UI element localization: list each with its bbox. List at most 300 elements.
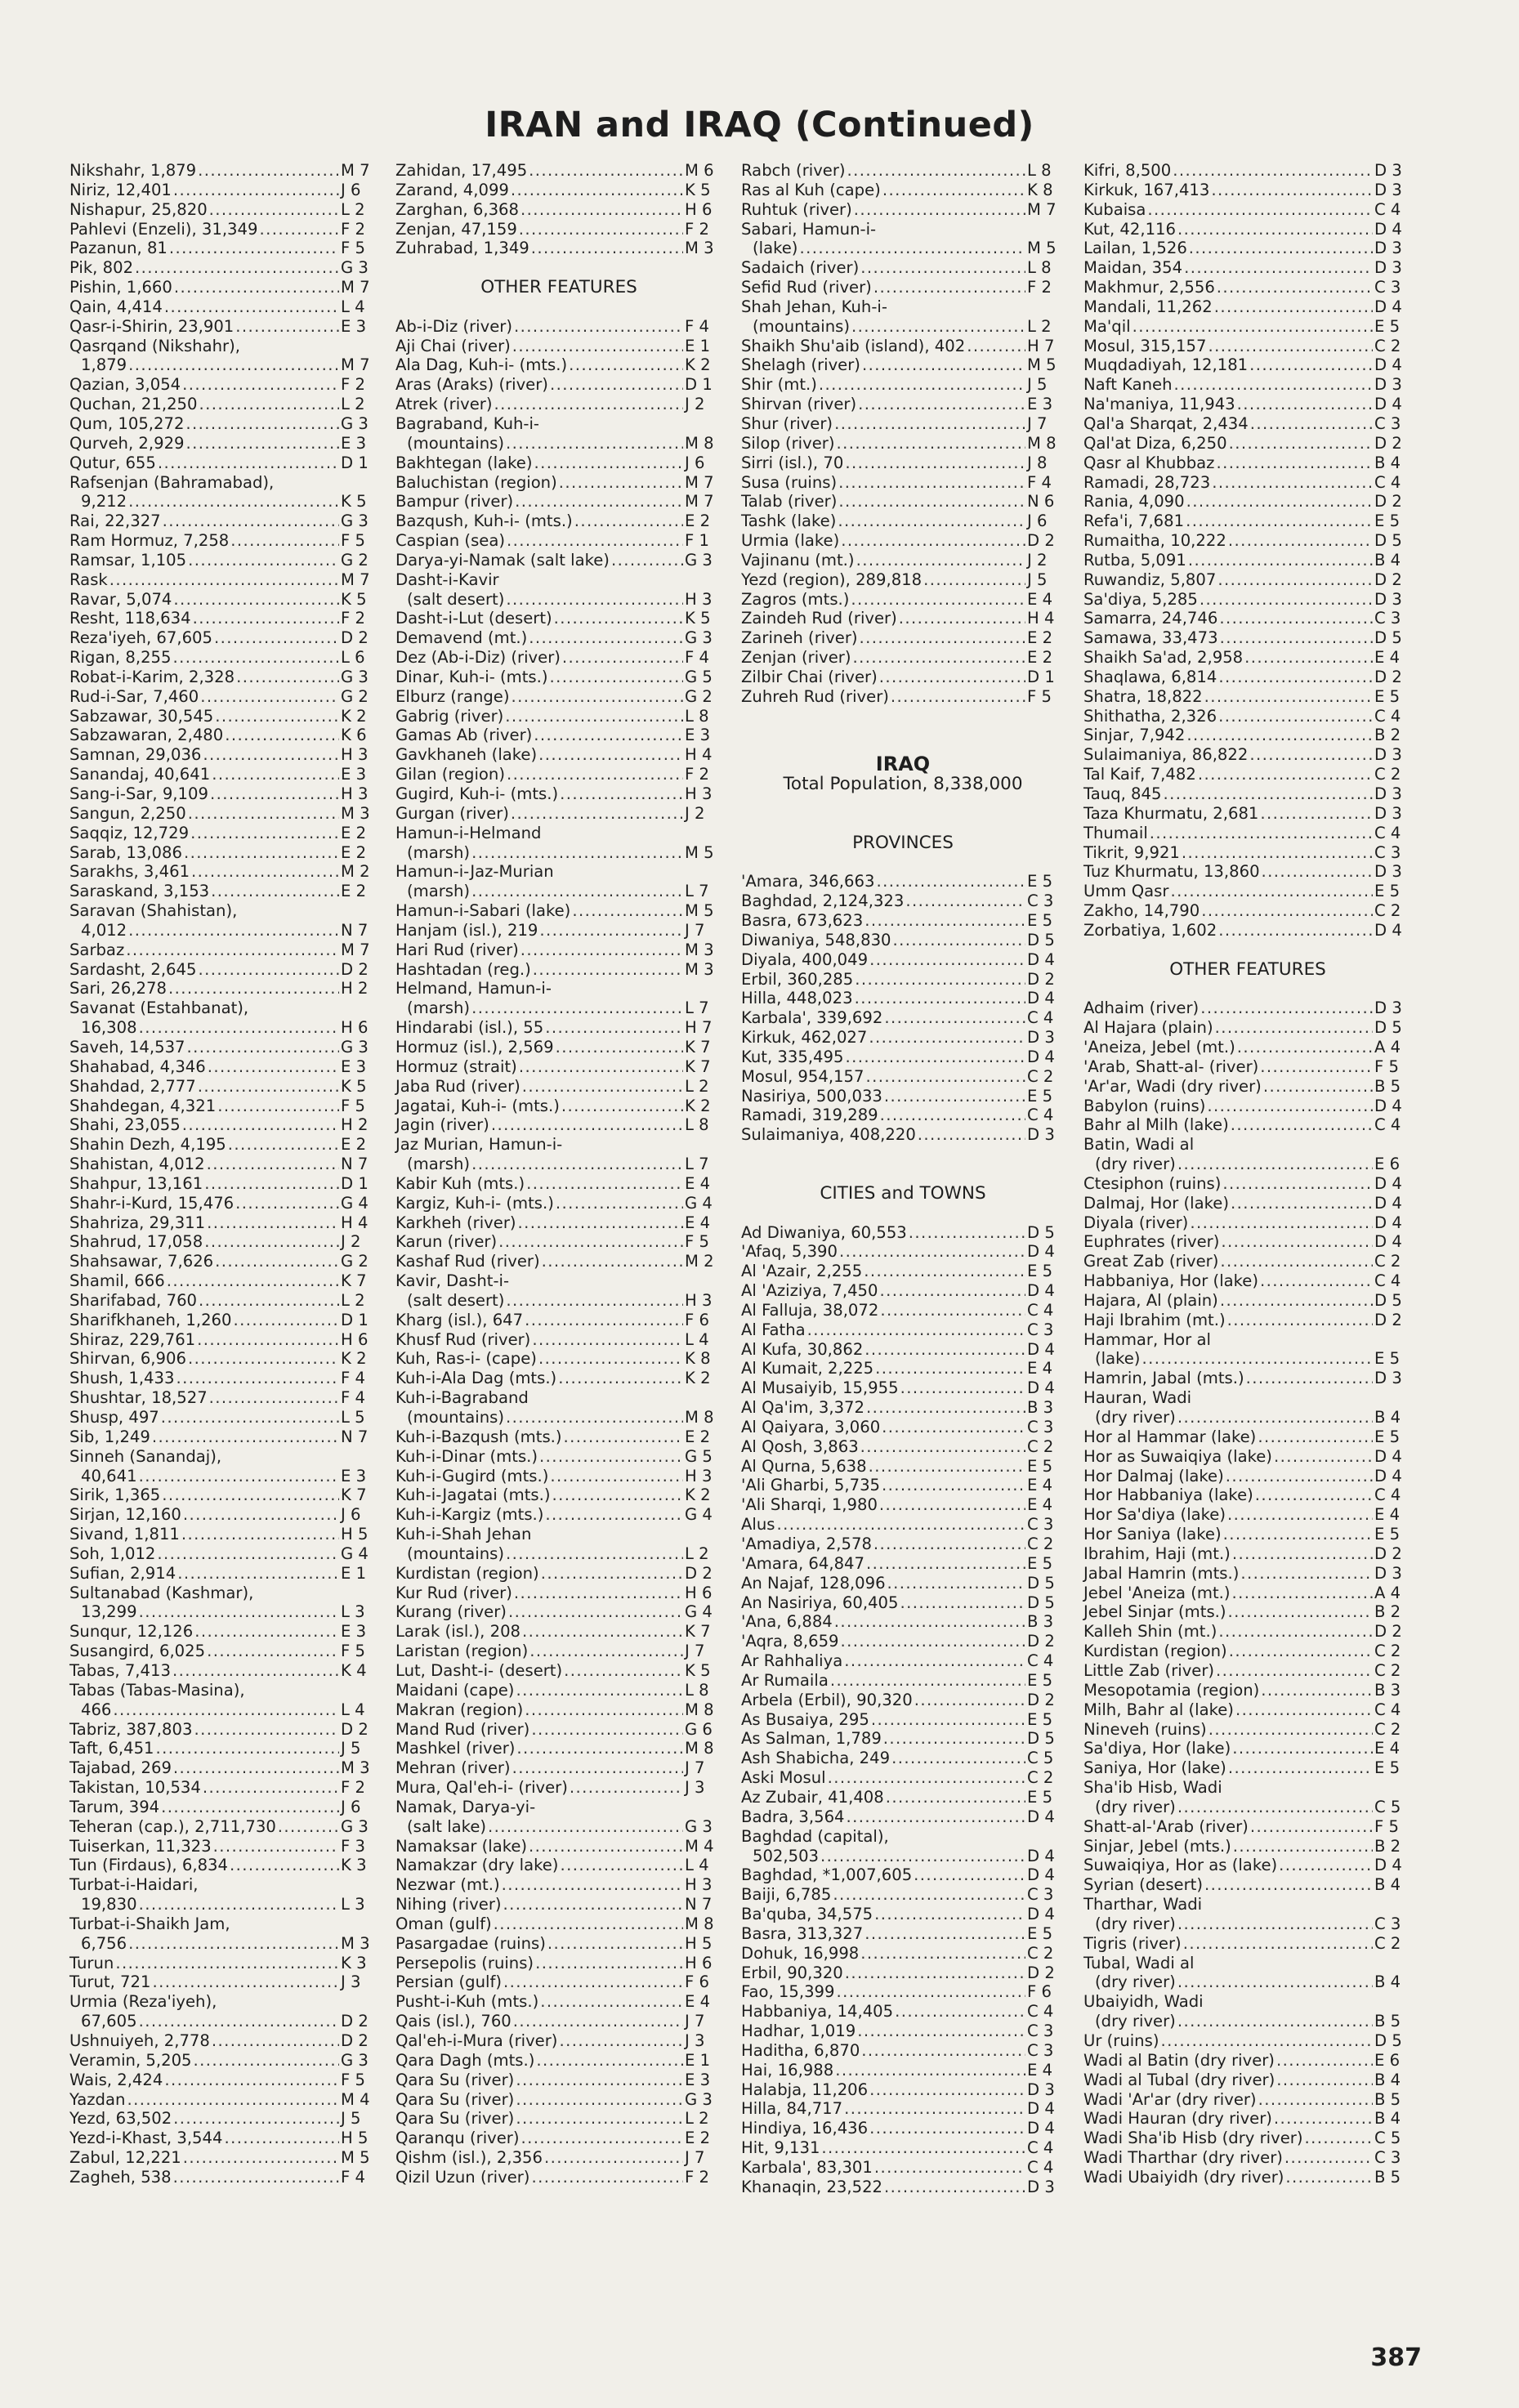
entry-name: Diwaniya, 548,830 bbox=[741, 930, 891, 949]
entry-name: Milh, Bahr al (lake) bbox=[1083, 1700, 1234, 1719]
leader-dots bbox=[471, 843, 683, 863]
grid-key: D 4 bbox=[1374, 1856, 1402, 1875]
grid-key: G 4 bbox=[685, 1602, 713, 1622]
grid-key: D 2 bbox=[1027, 1690, 1055, 1709]
leader-dots bbox=[139, 2012, 339, 2031]
entry-name: Maidan, 354 bbox=[1083, 258, 1183, 278]
grid-key: C 3 bbox=[1374, 842, 1401, 862]
entry-name: Ur (ruins) bbox=[1083, 2031, 1159, 2050]
index-entry bbox=[69, 531, 378, 551]
leader-dots bbox=[550, 668, 684, 687]
grid-key: G 3 bbox=[341, 258, 369, 278]
leader-dots bbox=[545, 1505, 683, 1525]
entry-name: Makhmur, 2,556 bbox=[1083, 278, 1215, 297]
leader-dots bbox=[471, 998, 683, 1018]
index-entry bbox=[69, 1408, 378, 1427]
grid-key: D 4 bbox=[1027, 1047, 1055, 1066]
leader-dots bbox=[1237, 1038, 1373, 1057]
leader-dots bbox=[529, 1642, 683, 1661]
index-entry bbox=[1083, 687, 1412, 707]
page-number: 387 bbox=[1370, 2343, 1422, 2372]
entry-name: Qizil Uzun (river) bbox=[395, 2167, 530, 2187]
leader-dots bbox=[569, 355, 683, 375]
entry-name: Rutba, 5,091 bbox=[1083, 550, 1186, 570]
entry-name: Tajabad, 269 bbox=[69, 1758, 172, 1778]
leader-dots bbox=[204, 1232, 339, 1252]
grid-key: L 4 bbox=[685, 1329, 709, 1349]
grid-key: E 2 bbox=[341, 842, 367, 862]
index-entry bbox=[1083, 258, 1412, 278]
index-entry bbox=[741, 1008, 1065, 1028]
leader-dots bbox=[1186, 492, 1373, 512]
index-entry bbox=[741, 1554, 1065, 1574]
grid-key: D 2 bbox=[1374, 492, 1402, 512]
grid-key: F 5 bbox=[1374, 1816, 1399, 1836]
grid-key: D 4 bbox=[1027, 949, 1055, 969]
entry-name: Al 'Aziziya, 7,450 bbox=[741, 1281, 878, 1301]
grid-key: B 5 bbox=[1374, 2167, 1401, 2187]
index-entry bbox=[741, 1476, 1065, 1495]
grid-key: J 5 bbox=[341, 2109, 361, 2129]
leader-dots bbox=[494, 395, 684, 414]
leader-dots bbox=[197, 1330, 339, 1350]
grid-key: D 3 bbox=[1374, 1369, 1402, 1388]
grid-key: L 4 bbox=[685, 1856, 709, 1875]
grid-key: L 2 bbox=[685, 2109, 709, 2129]
index-entry-name: Hammar, Hor al bbox=[1083, 1329, 1211, 1349]
entry-name: Shush, 1,433 bbox=[69, 1369, 175, 1388]
index-entry bbox=[1083, 862, 1412, 882]
grid-key: D 2 bbox=[1027, 1963, 1055, 1982]
leader-dots bbox=[161, 1798, 339, 1817]
grid-key: D 2 bbox=[685, 1563, 713, 1583]
entry-name: An Najaf, 128,096 bbox=[741, 1573, 886, 1593]
grid-key: E 5 bbox=[1027, 1923, 1053, 1943]
index-entry bbox=[395, 1700, 722, 1720]
index-entry bbox=[69, 1213, 378, 1233]
leader-dots bbox=[128, 492, 339, 512]
grid-key: D 4 bbox=[1027, 1281, 1055, 1301]
leader-dots bbox=[203, 745, 339, 765]
entry-name: Hindarabi (isl.), 55 bbox=[395, 1018, 544, 1038]
index-entry bbox=[395, 1992, 722, 2012]
grid-key: M 2 bbox=[341, 862, 370, 882]
entry-name: Gamas Ab (river) bbox=[395, 726, 533, 745]
leader-dots bbox=[224, 2129, 339, 2148]
index-entry bbox=[395, 687, 722, 707]
leader-dots bbox=[235, 317, 339, 337]
grid-key: D 2 bbox=[341, 628, 369, 648]
entry-name: Habbaniya, Hor (lake) bbox=[1083, 1271, 1258, 1291]
grid-key: E 5 bbox=[1374, 686, 1401, 706]
leader-dots bbox=[512, 1758, 683, 1778]
entry-name: Al Qurna, 5,638 bbox=[741, 1456, 867, 1476]
index-entry bbox=[1083, 1661, 1412, 1681]
index-entry bbox=[69, 1038, 378, 1057]
index-entry bbox=[1083, 1369, 1412, 1388]
grid-key: G 5 bbox=[685, 667, 713, 686]
index-entry bbox=[741, 2119, 1065, 2138]
entry-name: Sufian, 2,914 bbox=[69, 1563, 176, 1583]
entry-name: Al Musaiyib, 15,955 bbox=[741, 1378, 899, 1398]
entry-name: Dinar, Kuh-i- (mts.) bbox=[395, 667, 548, 686]
entry-name: Ramadi, 28,723 bbox=[1083, 472, 1211, 492]
index-entry-name: Batin, Wadi al bbox=[1083, 1135, 1195, 1155]
index-entry bbox=[69, 278, 378, 297]
leader-dots bbox=[471, 1155, 683, 1174]
index-entry bbox=[395, 551, 722, 570]
leader-dots bbox=[128, 921, 339, 940]
entry-name: Shir (mt.) bbox=[741, 375, 817, 395]
leader-dots bbox=[838, 473, 1025, 493]
entry-name: Kuh, Ras-i- (cape) bbox=[395, 1349, 537, 1369]
index-entry bbox=[69, 1155, 378, 1174]
entry-name: Shirvan (river) bbox=[741, 395, 857, 414]
entry-name: Ctesiphon (ruins) bbox=[1083, 1173, 1222, 1193]
leader-dots bbox=[512, 337, 683, 356]
leader-dots bbox=[550, 375, 683, 395]
leader-dots bbox=[1276, 2051, 1373, 2071]
leader-dots bbox=[1228, 1602, 1373, 1622]
entry-name: Sabzawar, 30,545 bbox=[69, 706, 214, 726]
leader-dots bbox=[879, 668, 1025, 687]
index-entry bbox=[1083, 1875, 1412, 1895]
index-entry bbox=[69, 1622, 378, 1642]
entry-name: Sirjan, 12,160 bbox=[69, 1505, 181, 1525]
index-entry bbox=[1083, 1232, 1412, 1252]
entry-name: Hadhar, 1,019 bbox=[741, 2022, 856, 2041]
leader-dots bbox=[905, 891, 1025, 911]
entry-name: Hamun-i-Sabari (lake) bbox=[395, 901, 571, 921]
index-entry bbox=[69, 1895, 378, 1914]
leader-dots bbox=[1226, 1467, 1373, 1486]
index-entry bbox=[741, 1574, 1065, 1593]
grid-key: K 7 bbox=[341, 1485, 367, 1505]
index-entry bbox=[1083, 1817, 1412, 1837]
index-entry bbox=[741, 1651, 1065, 1671]
leader-dots bbox=[208, 1057, 339, 1077]
index-entry bbox=[395, 1311, 722, 1330]
entry-name: Saniya, Hor (lake) bbox=[1083, 1758, 1226, 1778]
entry-name: Zorbatiya, 1,602 bbox=[1083, 920, 1217, 940]
entry-name: Sivand, 1,811 bbox=[69, 1525, 180, 1544]
index-entry bbox=[69, 375, 378, 395]
index-entry bbox=[395, 590, 722, 610]
entry-name: Hor Dalmaj (lake) bbox=[1083, 1466, 1224, 1485]
index-entry bbox=[69, 395, 378, 414]
grid-key: L 5 bbox=[341, 1408, 365, 1427]
index-entry bbox=[741, 161, 1065, 181]
leader-dots bbox=[207, 1642, 339, 1661]
entry-name: Sadaich (river) bbox=[741, 258, 860, 278]
grid-key: B 4 bbox=[1374, 1875, 1401, 1895]
index-entry-name: Sinneh (Sanandaj), bbox=[69, 1446, 222, 1466]
leader-dots bbox=[864, 1340, 1025, 1360]
grid-key: J 6 bbox=[341, 1505, 361, 1525]
index-entry bbox=[741, 1301, 1065, 1320]
index-entry bbox=[69, 1427, 378, 1447]
index-entry-name: Tubal, Wadi al bbox=[1083, 1953, 1195, 1972]
entry-name: Karun (river) bbox=[395, 1232, 498, 1252]
entry-name: As Busaiya, 295 bbox=[741, 1709, 869, 1729]
entry-name: Kirkuk, 167,413 bbox=[1083, 180, 1210, 199]
leader-dots bbox=[511, 181, 683, 200]
index-entry bbox=[741, 1418, 1065, 1437]
grid-key: G 5 bbox=[685, 1446, 713, 1466]
grid-key: H 6 bbox=[685, 1953, 713, 1972]
leader-dots bbox=[200, 687, 339, 707]
entry-name: Wadi al Batin (dry river) bbox=[1083, 2050, 1275, 2070]
index-entry bbox=[1083, 2071, 1412, 2090]
index-entry bbox=[395, 1875, 722, 1895]
leader-dots bbox=[1217, 570, 1373, 590]
leader-dots bbox=[139, 1467, 339, 1486]
grid-key: K 7 bbox=[685, 1622, 711, 1642]
leader-dots bbox=[194, 1720, 339, 1740]
index-entry bbox=[395, 1758, 722, 1778]
index-entry-name: Namak, Darya-yi- bbox=[395, 1797, 536, 1816]
index-entry bbox=[1083, 453, 1412, 473]
leader-dots bbox=[1212, 473, 1373, 493]
entry-name: Ravar, 5,074 bbox=[69, 589, 172, 609]
index-entry bbox=[69, 1700, 378, 1720]
entry-name: Ruwandiz, 5,807 bbox=[1083, 570, 1217, 589]
index-entry bbox=[69, 2071, 378, 2090]
leader-dots bbox=[1211, 181, 1373, 200]
entry-name: Shahriza, 29,311 bbox=[69, 1213, 206, 1232]
grid-key: F 5 bbox=[341, 531, 365, 551]
index-entry bbox=[741, 2041, 1065, 2061]
index-entry bbox=[1083, 1447, 1412, 1467]
entry-name: 'Amara, 64,847 bbox=[741, 1553, 864, 1573]
grid-key: H 7 bbox=[685, 1018, 713, 1038]
index-entry bbox=[741, 258, 1065, 278]
index-entry bbox=[395, 2168, 722, 2187]
index-entry bbox=[741, 239, 1065, 258]
leader-dots bbox=[212, 2031, 339, 2051]
grid-key: E 5 bbox=[1374, 1427, 1401, 1446]
leader-dots bbox=[1231, 1194, 1373, 1213]
leader-dots bbox=[891, 687, 1025, 707]
grid-key: E 2 bbox=[685, 1427, 711, 1446]
grid-key: H 3 bbox=[685, 589, 713, 609]
leader-dots bbox=[506, 434, 683, 453]
grid-key: E 3 bbox=[341, 1622, 367, 1642]
index-entry bbox=[395, 1505, 722, 1525]
grid-key: C 3 bbox=[1374, 413, 1401, 433]
index-column-2 bbox=[395, 161, 722, 2187]
index-entry bbox=[1083, 1700, 1412, 1720]
index-entry bbox=[741, 931, 1065, 950]
leader-dots bbox=[554, 609, 683, 628]
grid-key: G 6 bbox=[685, 1719, 713, 1739]
index-entry bbox=[395, 707, 722, 726]
entry-name: Sanandaj, 40,641 bbox=[69, 765, 211, 784]
entry-name: Qum, 105,272 bbox=[69, 413, 185, 433]
grid-key: D 2 bbox=[1374, 1622, 1402, 1642]
entry-name: (lake) bbox=[753, 239, 798, 258]
entry-name: Shaikh Shu'aib (island), 402 bbox=[741, 336, 966, 355]
grid-key: E 5 bbox=[1027, 1670, 1053, 1690]
grid-key: E 4 bbox=[1027, 589, 1053, 609]
entry-name: Zuhrabad, 1,349 bbox=[395, 239, 529, 258]
index-entry bbox=[395, 940, 722, 960]
leader-dots bbox=[1217, 278, 1373, 297]
grid-key: G 4 bbox=[341, 1193, 369, 1213]
index-entry bbox=[741, 1262, 1065, 1281]
index-entry bbox=[1083, 239, 1412, 258]
index-entry bbox=[1083, 220, 1412, 239]
grid-key: L 8 bbox=[685, 1115, 709, 1135]
grid-key: E 3 bbox=[341, 765, 367, 784]
leader-dots bbox=[560, 1856, 683, 1875]
leader-dots bbox=[507, 531, 683, 551]
grid-key: J 2 bbox=[1027, 550, 1048, 570]
leader-dots bbox=[139, 1602, 339, 1622]
grid-key: H 2 bbox=[341, 979, 369, 998]
grid-key: E 4 bbox=[1027, 1359, 1053, 1378]
entry-name: Qal'a Sharqat, 2,434 bbox=[1083, 413, 1249, 433]
grid-key: H 3 bbox=[685, 784, 713, 803]
index-entry bbox=[741, 1515, 1065, 1535]
leader-dots bbox=[1240, 1564, 1373, 1584]
grid-key: D 4 bbox=[1027, 1339, 1055, 1359]
entry-name: Hamrin, Jabal (mts.) bbox=[1083, 1369, 1244, 1388]
entry-name: Sharifabad, 760 bbox=[69, 1290, 198, 1310]
grid-key: F 5 bbox=[341, 1642, 365, 1661]
leader-dots bbox=[879, 1281, 1025, 1301]
index-entry bbox=[395, 434, 722, 453]
leader-dots bbox=[866, 1554, 1025, 1574]
page-title: IRAN and IRAQ (Continued) bbox=[485, 105, 1034, 145]
entry-name: Wadi Tharthar (dry river) bbox=[1083, 2148, 1283, 2168]
grid-key: J 2 bbox=[685, 395, 705, 414]
index-entry bbox=[395, 1232, 722, 1252]
entry-name: 502,503 bbox=[753, 1846, 820, 1865]
entry-name: Kuh-i-Dinar (mts.) bbox=[395, 1446, 538, 1466]
entry-name: Elburz (range) bbox=[395, 686, 510, 706]
index-entry bbox=[1083, 1018, 1412, 1038]
entry-name: Makran (region) bbox=[395, 1700, 524, 1719]
leader-dots bbox=[188, 1349, 339, 1369]
grid-key: F 5 bbox=[1374, 1057, 1399, 1076]
grid-key: M 7 bbox=[685, 472, 714, 492]
entry-name: Hor as Suwaiqiya (lake) bbox=[1083, 1446, 1272, 1466]
entry-name: Halabja, 11,206 bbox=[741, 2080, 869, 2099]
entry-name: Karkheh (river) bbox=[395, 1213, 516, 1232]
leader-dots bbox=[531, 1720, 683, 1740]
index-entry bbox=[69, 414, 378, 434]
grid-key: C 5 bbox=[1374, 2129, 1401, 2148]
entry-name: Shaikh Sa'ad, 2,958 bbox=[1083, 648, 1244, 668]
grid-key: D 4 bbox=[1027, 989, 1055, 1008]
entry-name: Lailan, 1,526 bbox=[1083, 239, 1187, 258]
leader-dots bbox=[502, 1875, 683, 1895]
grid-key: E 2 bbox=[341, 823, 367, 842]
index-entry bbox=[69, 1739, 378, 1758]
entry-name: Rud-i-Sar, 7,460 bbox=[69, 686, 199, 706]
index-entry bbox=[69, 2012, 378, 2031]
grid-key: D 3 bbox=[1374, 161, 1402, 180]
leader-dots bbox=[1255, 1485, 1373, 1505]
entry-name: (dry river) bbox=[1095, 1972, 1176, 1992]
index-entry bbox=[69, 1252, 378, 1271]
index-entry bbox=[1083, 765, 1412, 784]
grid-key: J 5 bbox=[1027, 375, 1048, 395]
entry-name: (mountains) bbox=[407, 1544, 504, 1563]
leader-dots bbox=[1232, 1544, 1373, 1564]
entry-name: Sa'diya, Hor (lake) bbox=[1083, 1739, 1231, 1758]
leader-dots bbox=[1220, 1291, 1373, 1311]
entry-name: Al Qosh, 3,863 bbox=[741, 1436, 859, 1456]
leader-dots bbox=[199, 1291, 339, 1311]
entry-name: Wadi Ubaiyidh (dry river) bbox=[1083, 2167, 1284, 2187]
index-entry bbox=[1083, 1349, 1412, 1369]
entry-name: Shahr-i-Kurd, 15,476 bbox=[69, 1193, 235, 1213]
section-heading: Total Population, 8,338,000 bbox=[783, 774, 1023, 795]
leader-dots bbox=[494, 1914, 683, 1934]
index-entry bbox=[69, 1954, 378, 1973]
entry-name: Taza Khurmatu, 2,681 bbox=[1083, 803, 1259, 823]
grid-key: D 3 bbox=[1027, 2080, 1055, 2099]
entry-name: Quchan, 21,250 bbox=[69, 395, 198, 414]
grid-key: D 3 bbox=[1374, 803, 1402, 823]
grid-key: L 8 bbox=[685, 706, 709, 726]
spacer bbox=[395, 297, 722, 317]
grid-key: E 5 bbox=[1027, 1787, 1053, 1807]
entry-name: Kharg (isl.), 647 bbox=[395, 1310, 524, 1329]
grid-key: D 2 bbox=[1374, 570, 1402, 589]
leader-dots bbox=[488, 1817, 683, 1837]
index-entry bbox=[741, 1320, 1065, 1340]
leader-dots bbox=[820, 1847, 1025, 1866]
leader-dots bbox=[1227, 1505, 1373, 1525]
index-entry bbox=[69, 1525, 378, 1544]
grid-key: K 2 bbox=[685, 1369, 711, 1388]
entry-name: Khanaqin, 23,522 bbox=[741, 2177, 883, 2196]
leader-dots bbox=[211, 882, 339, 901]
entry-name: (marsh) bbox=[407, 882, 471, 901]
grid-key: L 2 bbox=[1027, 316, 1052, 336]
entry-name: Al Qa'im, 3,372 bbox=[741, 1398, 864, 1418]
leader-dots bbox=[518, 1213, 683, 1233]
leader-dots bbox=[519, 1057, 683, 1077]
leader-dots bbox=[173, 181, 339, 200]
grid-key: E 3 bbox=[685, 726, 711, 745]
entry-name: Ash Shabicha, 249 bbox=[741, 1749, 891, 1768]
entry-name: Shirvan, 6,906 bbox=[69, 1349, 186, 1369]
grid-key: H 5 bbox=[685, 1933, 713, 1953]
grid-key: E 5 bbox=[1027, 1553, 1053, 1573]
entry-name: Tuz Khurmatu, 13,860 bbox=[1083, 862, 1260, 882]
grid-key: K 7 bbox=[685, 1037, 711, 1057]
index-entry bbox=[741, 492, 1065, 512]
leader-dots bbox=[173, 590, 339, 610]
index-entry bbox=[1083, 1758, 1412, 1778]
leader-dots bbox=[839, 1242, 1025, 1262]
index-entry bbox=[69, 1018, 378, 1038]
index-entry bbox=[741, 1632, 1065, 1651]
leader-dots bbox=[168, 979, 339, 998]
index-entry bbox=[69, 1642, 378, 1661]
grid-key: L 8 bbox=[1027, 258, 1052, 278]
index-entry bbox=[69, 804, 378, 824]
grid-key: E 5 bbox=[1027, 1086, 1053, 1106]
grid-key: B 3 bbox=[1374, 1680, 1401, 1700]
grid-key: D 4 bbox=[1374, 219, 1402, 239]
entry-name: Al Qaiyara, 3,060 bbox=[741, 1417, 881, 1436]
leader-dots bbox=[574, 512, 683, 531]
